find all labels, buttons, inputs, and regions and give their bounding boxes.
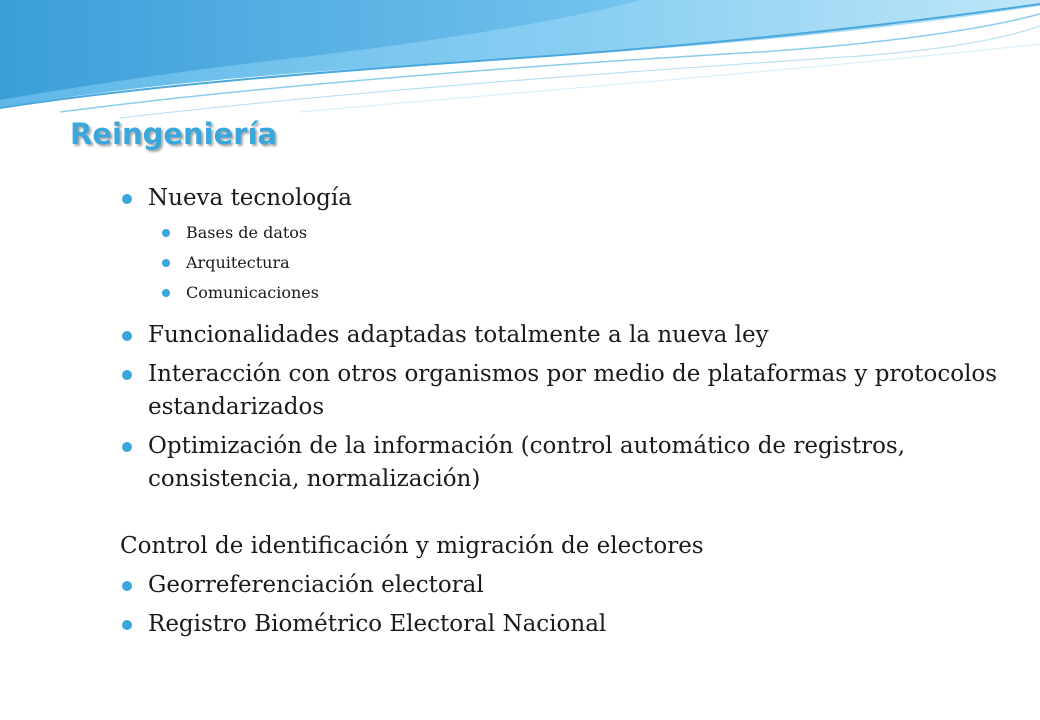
bullet-icon bbox=[162, 259, 170, 267]
sub-list-item bbox=[120, 251, 1000, 275]
bullet-icon bbox=[122, 581, 132, 591]
sub-list-item bbox=[120, 221, 1000, 245]
section-heading: Control de identificación y migración de electores bbox=[120, 533, 704, 559]
list-item bbox=[120, 358, 1000, 424]
bullet-icon bbox=[162, 289, 170, 297]
bullet-icon bbox=[122, 331, 132, 341]
list-item-text: Nueva tecnología bbox=[148, 185, 352, 211]
bullet-icon bbox=[122, 194, 132, 204]
sub-list-item bbox=[120, 281, 1000, 305]
bullet-icon bbox=[122, 442, 132, 452]
bullet-icon bbox=[162, 229, 170, 237]
bullet-icon bbox=[122, 370, 132, 380]
sub-list-item-text: Bases de datos bbox=[186, 223, 308, 242]
sub-list-item-text: Arquitectura bbox=[186, 253, 290, 272]
list-item-text: Registro Biométrico Electoral Nacional bbox=[148, 611, 607, 637]
slide-content bbox=[120, 182, 1000, 647]
list-item bbox=[120, 319, 1000, 352]
list-item bbox=[120, 182, 1000, 215]
sub-list bbox=[120, 221, 1000, 305]
list-item bbox=[120, 608, 1000, 641]
list-item-text: Georreferenciación electoral bbox=[148, 572, 484, 598]
list-item-text: Interacción con otros organismos por medio de plataformas y protocolos estandarizados bbox=[148, 361, 998, 420]
list-item-text: Optimización de la información (control automático de registros, consistencia, normalización) bbox=[148, 433, 906, 492]
list-item-text: Funcionalidades adaptadas totalmente a la nueva ley bbox=[148, 322, 769, 348]
list-item bbox=[120, 569, 1000, 602]
sub-list-item-text: Comunicaciones bbox=[186, 283, 319, 302]
bullet-icon bbox=[122, 620, 132, 630]
list-item bbox=[120, 430, 1000, 496]
slide-title: Reingeniería bbox=[70, 117, 278, 151]
